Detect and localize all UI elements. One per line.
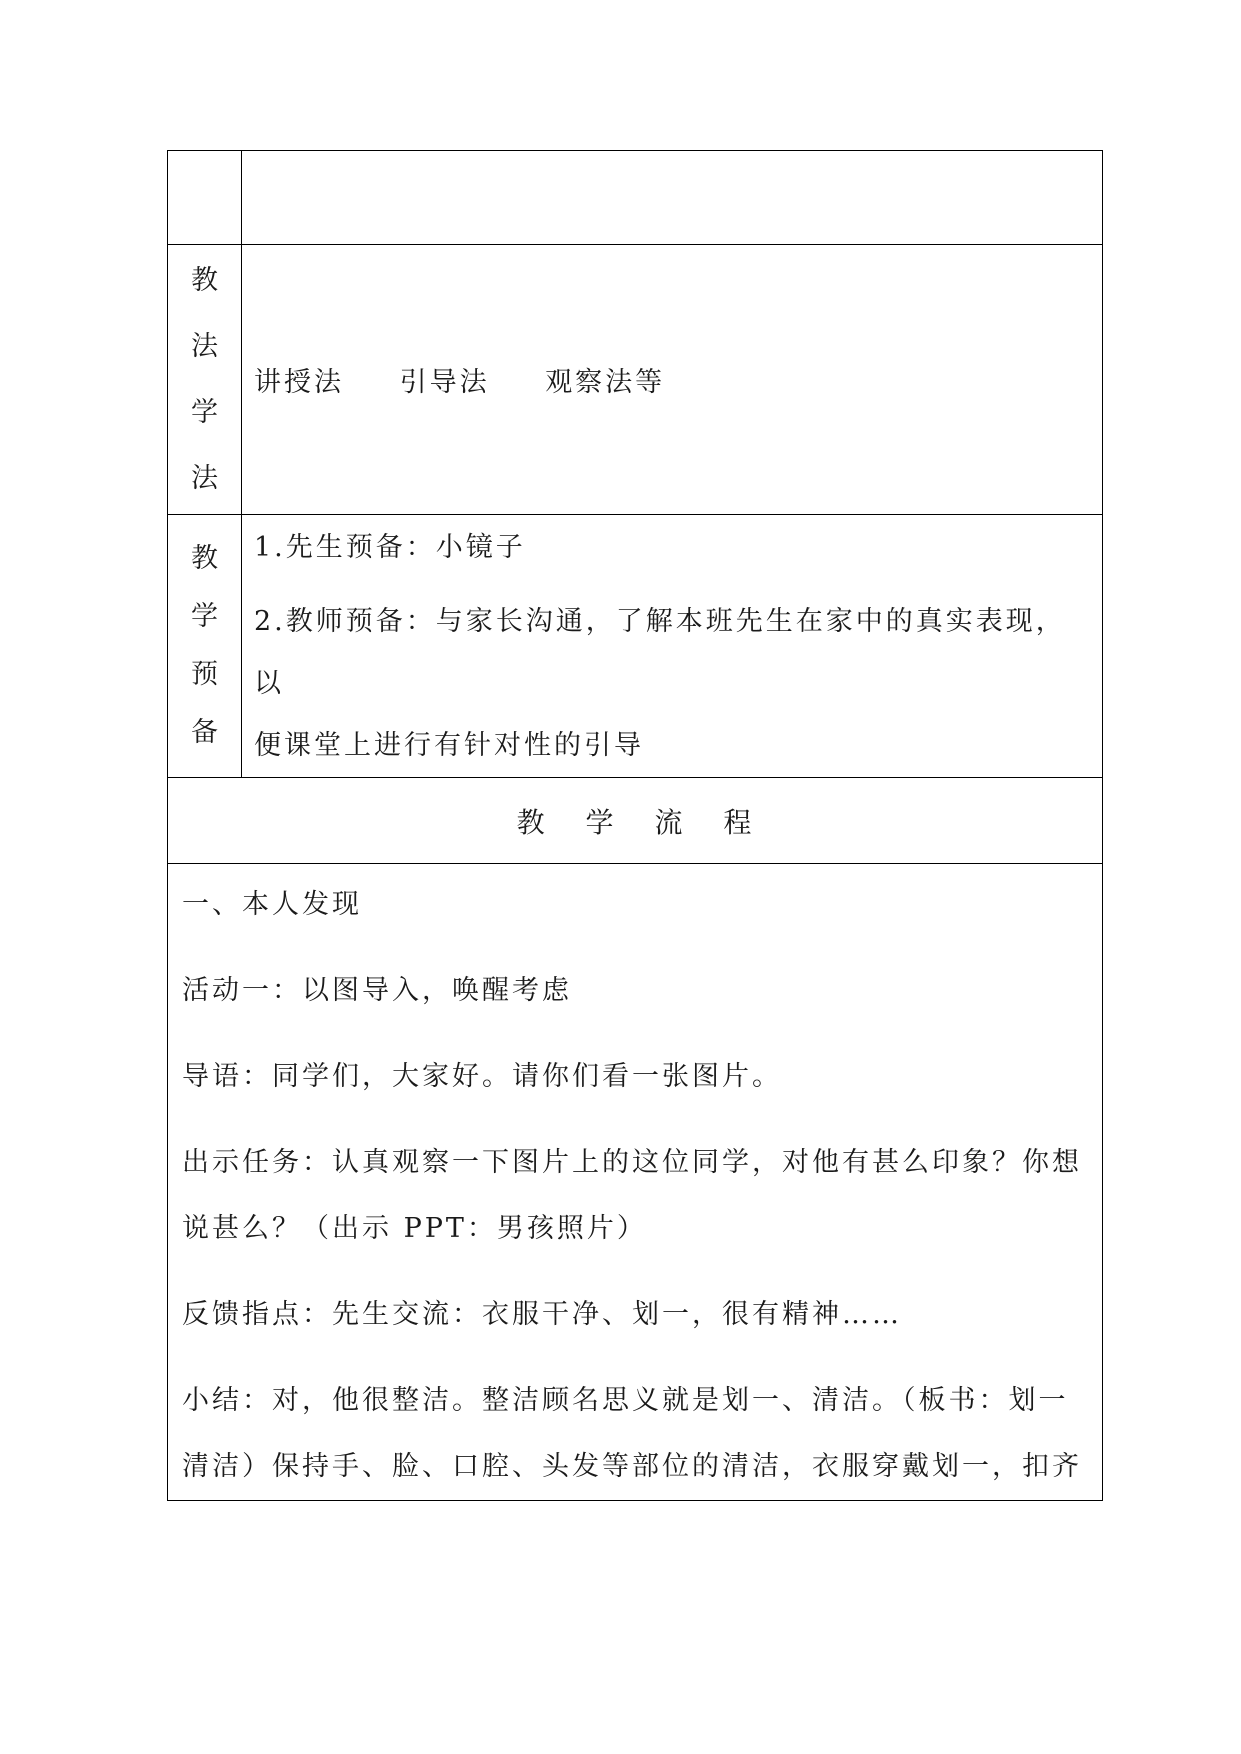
- label-char: 备: [191, 717, 218, 748]
- label-char: 教: [191, 264, 218, 296]
- label-char: 教: [191, 543, 218, 574]
- empty-row: [168, 151, 1103, 245]
- teaching-methods-content: [242, 245, 1103, 515]
- teaching-preparation-label: [168, 515, 242, 778]
- prep-teacher-line-1: 2.教师预备：与家长沟通，了解本班先生在家中的真实表现，以: [254, 606, 1066, 699]
- method-lecture: 讲授法: [254, 367, 344, 398]
- intro-line: 导语：同学们，大家好。请你们看一张图片。: [182, 1061, 782, 1092]
- label-char: 法: [191, 330, 218, 362]
- method-guidance: 引导法: [399, 367, 490, 398]
- teaching-methods-label: [168, 245, 242, 515]
- teaching-preparation-row: [168, 515, 1103, 778]
- teaching-preparation-content: [242, 515, 1103, 778]
- flow-body-row: [168, 864, 1103, 1501]
- label-char: 法: [191, 462, 218, 494]
- summary-paragraph: [182, 1368, 1090, 1500]
- flow-header-char: 教: [516, 805, 547, 839]
- empty-content-cell: [242, 151, 1103, 245]
- flow-header-row: [168, 778, 1103, 864]
- activity-heading: 活动一：以图导入，唤醒考虑: [182, 975, 572, 1006]
- summary-line-2: 清洁）保持手、脸、口腔、头发等部位的清洁，衣服穿戴划一，扣齐: [182, 1451, 1082, 1482]
- empty-label-cell: [168, 151, 242, 245]
- lesson-plan-table: [167, 150, 1103, 1501]
- summary-line-1: 小结：对，他很整洁。整洁顾名思义就是划一、清洁。（板书：划一: [182, 1385, 1069, 1416]
- flow-header-char: 程: [723, 805, 754, 839]
- flow-header: [168, 778, 1103, 864]
- task-line-2: 说甚么？（出示 PPT：男孩照片）: [182, 1213, 647, 1244]
- feedback-line: 反馈指点：先生交流：衣服干净、划一，很有精神……: [182, 1299, 902, 1330]
- section-heading: 一、本人发现: [182, 889, 362, 920]
- task-line-1: 出示任务：认真观察一下图片上的这位同学，对他有甚么印象？你想: [182, 1147, 1082, 1178]
- label-char: 预: [191, 659, 218, 690]
- label-char: 学: [191, 396, 218, 428]
- label-char: 学: [191, 601, 218, 632]
- flow-header-char: 流: [654, 805, 685, 839]
- prep-teacher-line-2: 便课堂上进行有针对性的引导: [254, 730, 644, 761]
- flow-header-char: 学: [585, 805, 616, 839]
- method-observation: 观察法等: [545, 367, 666, 398]
- flow-body: [168, 864, 1103, 1501]
- teaching-methods-row: [168, 245, 1103, 515]
- prep-student-line: 1.先生预备：小镜子: [254, 532, 526, 563]
- task-paragraph: [182, 1130, 1090, 1262]
